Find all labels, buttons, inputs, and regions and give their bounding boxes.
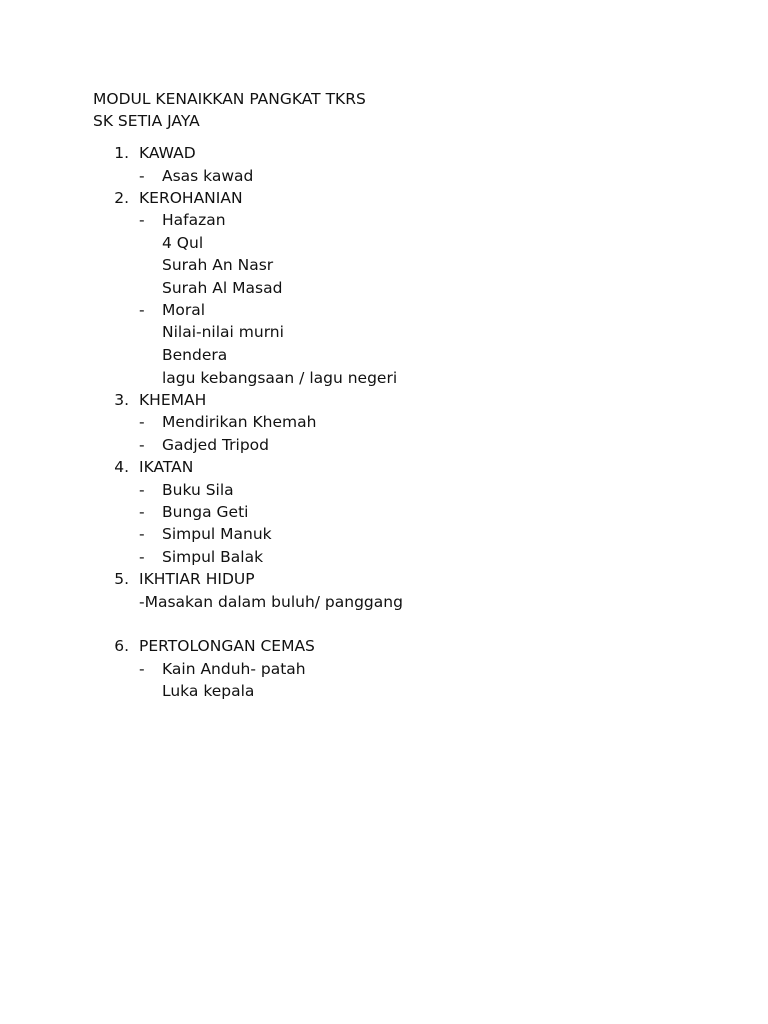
- list-subitem: lagu kebangsaan / lagu negeri: [162, 369, 398, 387]
- list-subitem: Luka kepala: [162, 682, 255, 700]
- list-item: Gadjed Tripod: [162, 436, 269, 454]
- bullet-dash: -: [139, 525, 145, 543]
- section-heading-pertolongan-cemas: PERTOLONGAN CEMAS: [139, 637, 315, 655]
- section-number: 4.: [114, 458, 129, 476]
- list-subitem: Surah An Nasr: [162, 256, 274, 274]
- bullet-dash: -: [139, 548, 145, 566]
- list-item: Asas kawad: [162, 167, 254, 185]
- list-item: Mendirikan Khemah: [162, 413, 317, 431]
- list-subitem: Bendera: [162, 346, 228, 364]
- section-heading-ikatan: IKATAN: [139, 458, 194, 476]
- document-title: MODUL KENAIKKAN PANGKAT TKRS: [93, 90, 366, 108]
- list-subitem: 4 Qul: [162, 234, 204, 252]
- list-item: Simpul Manuk: [162, 525, 272, 543]
- section-number: 6.: [114, 637, 129, 655]
- bullet-dash: -: [139, 211, 145, 229]
- bullet-dash: -: [139, 660, 145, 678]
- list-subitem: Surah Al Masad: [162, 279, 283, 297]
- bullet-dash: -: [139, 167, 145, 185]
- list-item: Kain Anduh- patah: [162, 660, 306, 678]
- section-number: 5.: [114, 570, 129, 588]
- list-item: Buku Sila: [162, 481, 234, 499]
- section-note: -Masakan dalam buluh/ panggang: [139, 593, 403, 611]
- section-number: 2.: [114, 189, 129, 207]
- list-item: Hafazan: [162, 211, 226, 229]
- bullet-dash: -: [139, 413, 145, 431]
- bullet-dash: -: [139, 436, 145, 454]
- section-number: 3.: [114, 391, 129, 409]
- list-item: Bunga Geti: [162, 503, 249, 521]
- section-heading-khemah: KHEMAH: [139, 391, 207, 409]
- bullet-dash: -: [139, 503, 145, 521]
- document-subtitle: SK SETIA JAYA: [93, 112, 200, 130]
- bullet-dash: -: [139, 481, 145, 499]
- list-item: Moral: [162, 301, 206, 319]
- list-subitem: Nilai-nilai murni: [162, 323, 284, 341]
- list-item: Simpul Balak: [162, 548, 264, 566]
- section-heading-kerohanian: KEROHANIAN: [139, 189, 243, 207]
- bullet-dash: -: [139, 301, 145, 319]
- section-number: 1.: [114, 144, 129, 162]
- section-heading-ikhtiar-hidup: IKHTIAR HIDUP: [139, 570, 255, 588]
- section-heading-kawad: KAWAD: [139, 144, 196, 162]
